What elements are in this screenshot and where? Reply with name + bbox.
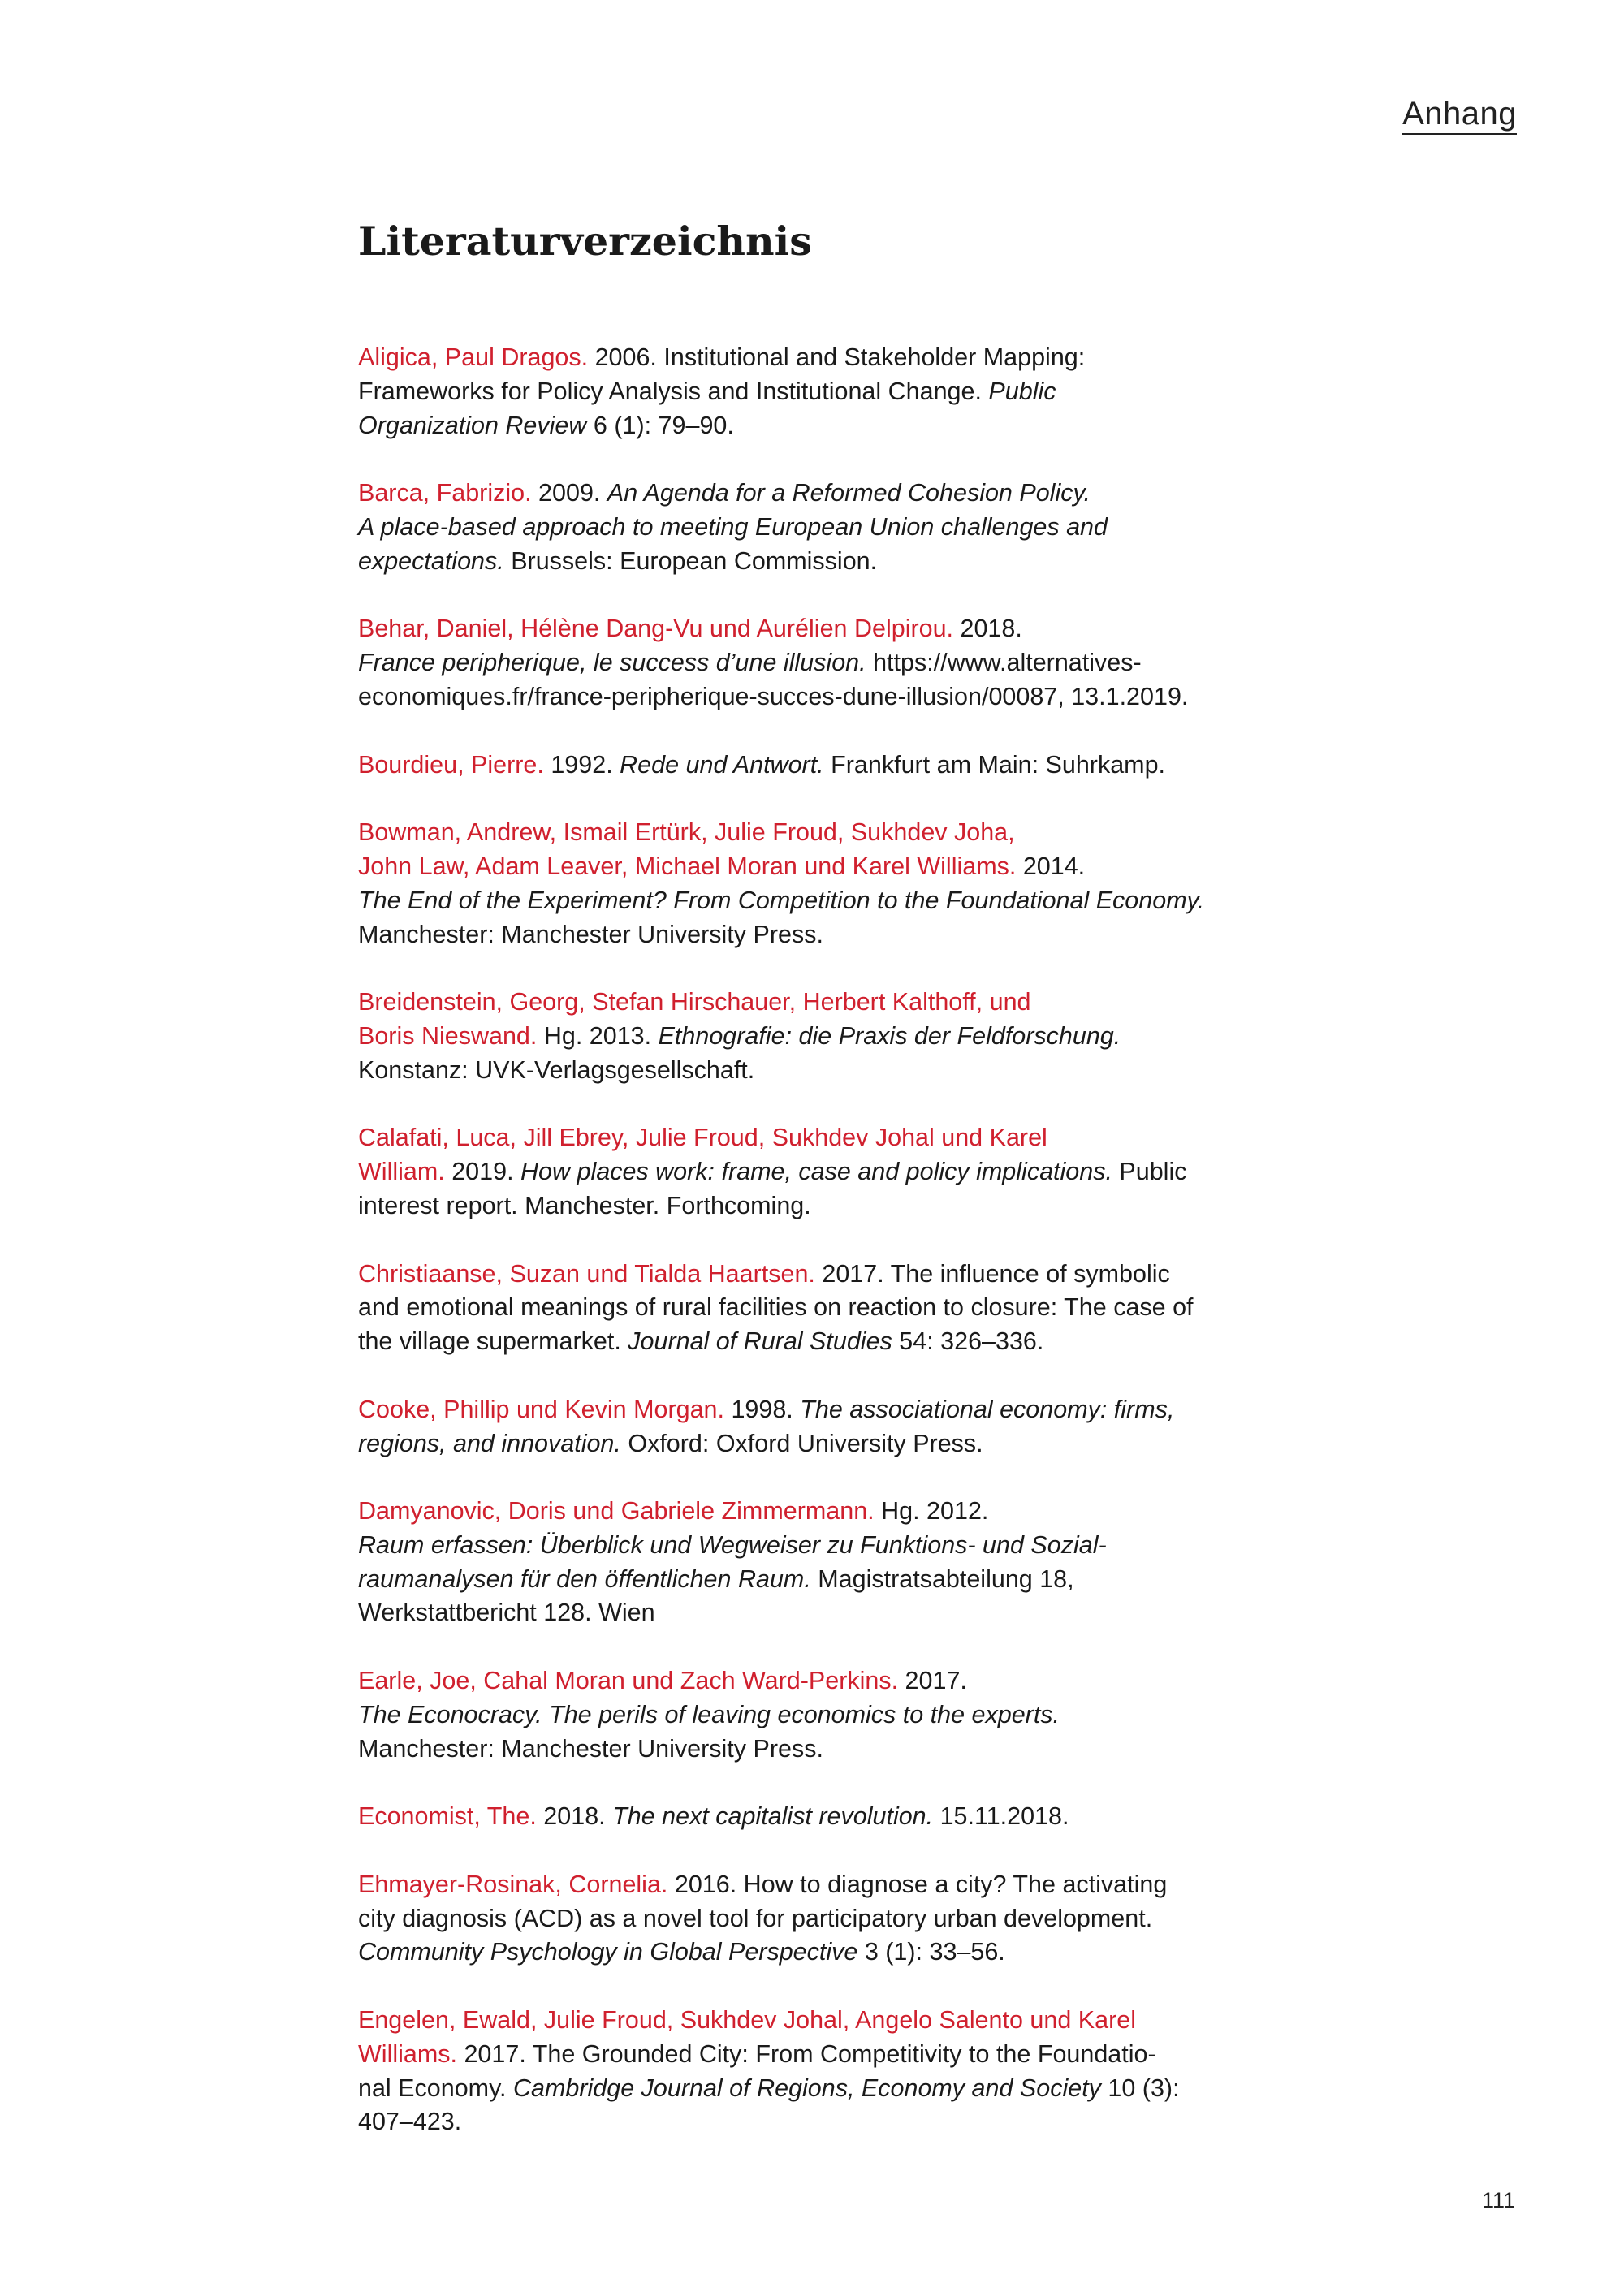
reference-text: Konstanz: UVK-Verlagsgesellschaft. <box>358 1055 755 1084</box>
reference-text: 2017. The Grounded City: From Competitivity to the Foundatio- <box>457 2039 1156 2068</box>
reference-text: 2014. <box>1016 852 1086 880</box>
reference-title: France peripherique, le success d’une illusion. <box>358 649 866 677</box>
reference-entry <box>358 1800 1235 1834</box>
reference-text: 3 (1): 33–56. <box>857 1938 1005 1966</box>
reference-title: An Agenda for a Reformed Cohesion Policy. <box>607 479 1091 507</box>
reference-text: Hg. 2013. <box>537 1021 659 1050</box>
reference-authors: Ehmayer-Rosinak, Cornelia. <box>358 1870 668 1898</box>
reference-text: 6 (1): 79–90. <box>586 411 734 439</box>
reference-title: A place-based approach to meeting European Union challenges and <box>358 512 1108 541</box>
reference-text: 2018. <box>953 615 1022 643</box>
reference-title: Rede und Antwort. <box>620 750 824 779</box>
reference-authors: Bourdieu, Pierre. <box>358 750 544 779</box>
reference-authors: Barca, Fabrizio. <box>358 479 532 507</box>
reference-authors: William. <box>358 1158 445 1186</box>
reference-entry <box>358 816 1235 952</box>
reference-entry <box>358 612 1235 714</box>
reference-title: The associational economy: firms, <box>800 1395 1175 1423</box>
reference-entry <box>358 341 1235 442</box>
reference-entry <box>358 1258 1235 1359</box>
reference-title: Ethnografie: die Praxis der Feldforschung. <box>658 1021 1121 1050</box>
reference-text: Manchester: Manchester University Press. <box>358 1734 823 1763</box>
reference-entry <box>358 1664 1235 1766</box>
reference-entry <box>358 1495 1235 1630</box>
reference-authors: Economist, The. <box>358 1802 537 1831</box>
page-title: Literaturverzeichnis <box>358 218 812 265</box>
reference-text: and emotional meanings of rural facilities on reaction to closure: The case of <box>358 1293 1194 1322</box>
reference-text: Hg. 2012. <box>874 1497 989 1526</box>
reference-title: The Econocracy. The perils of leaving economics to the experts. <box>358 1700 1060 1728</box>
reference-title: Organization Review <box>358 411 587 439</box>
reference-text: 2018. <box>536 1802 613 1831</box>
reference-title: Community Psychology in Global Perspective <box>358 1938 858 1966</box>
reference-text: 2016. How to diagnose a city? The activating <box>667 1870 1168 1898</box>
reference-text: Oxford: Oxford University Press. <box>620 1429 983 1457</box>
reference-title: expectations. <box>358 546 504 575</box>
reference-title: How places work: frame, case and policy implications. <box>520 1158 1112 1186</box>
reference-authors: Behar, Daniel, Hélène Dang-Vu und Aurélien Delpirou. <box>358 615 954 643</box>
reference-title: The next capitalist revolution. <box>612 1802 934 1831</box>
reference-text: Public <box>1112 1158 1187 1186</box>
reference-authors: Calafati, Luca, Jill Ebrey, Julie Froud, Sukhdev Johal und Karel <box>358 1124 1047 1152</box>
reference-text: city diagnosis (ACD) as a novel tool for participatory urban development. <box>358 1904 1153 1932</box>
reference-text: interest report. Manchester. Forthcoming. <box>358 1191 811 1219</box>
reference-title: Public <box>988 377 1056 405</box>
reference-entry <box>358 1868 1235 1970</box>
reference-authors: Damyanovic, Doris und Gabriele Zimmermann. <box>358 1497 875 1526</box>
reference-text: Brussels: European Commission. <box>503 546 878 575</box>
page-number: 111 <box>1481 2188 1515 2212</box>
reference-text: Werkstattbericht 128. Wien <box>358 1599 655 1627</box>
reference-text: Frameworks for Policy Analysis and Institutional Change. <box>358 377 989 405</box>
reference-entry <box>358 749 1235 783</box>
reference-title: Journal of Rural Studies <box>628 1327 892 1356</box>
reference-title: Cambridge Journal of Regions, Economy and Society <box>513 2074 1101 2102</box>
reference-text: 2006. Institutional and Stakeholder Mapping: <box>588 343 1086 371</box>
reference-text: 10 (3): <box>1100 2074 1180 2102</box>
reference-text: 407–423. <box>358 2108 462 2136</box>
reference-text: https://www.alternatives- <box>866 649 1142 677</box>
reference-text: Manchester: Manchester University Press. <box>358 920 823 948</box>
reference-authors: Breidenstein, Georg, Stefan Hirschauer, Herbert Kalthoff, und <box>358 988 1031 1016</box>
reference-text: Magistratsabteilung 18, <box>810 1564 1074 1593</box>
reference-title: regions, and innovation. <box>358 1429 621 1457</box>
reference-text: 15.11.2018. <box>933 1802 1069 1831</box>
reference-text: 1992. <box>543 750 620 779</box>
reference-entry <box>358 1393 1235 1461</box>
reference-title: raumanalysen für den öffentlichen Raum. <box>358 1564 811 1593</box>
reference-text: nal Economy. <box>358 2074 513 2102</box>
reference-text: 2009. <box>531 479 607 507</box>
reference-authors: Aligica, Paul Dragos. <box>358 343 589 371</box>
reference-entry <box>358 986 1235 1087</box>
reference-authors: Bowman, Andrew, Ismail Ertürk, Julie Froud, Sukhdev Joha, <box>358 818 1015 847</box>
reference-authors: Engelen, Ewald, Julie Froud, Sukhdev Johal, Angelo Salento und Karel <box>358 2006 1136 2035</box>
reference-authors: Boris Nieswand. <box>358 1021 538 1050</box>
reference-title: The End of the Experiment? From Competition to the Foundational Economy. <box>358 886 1205 914</box>
reference-text: 2019. <box>444 1158 521 1186</box>
reference-title: Raum erfassen: Überblick und Wegweiser zu Funktions- und Sozial- <box>358 1530 1107 1559</box>
reference-authors: John Law, Adam Leaver, Michael Moran und Karel Williams. <box>358 852 1017 880</box>
reference-text: 54: 326–336. <box>892 1327 1044 1356</box>
reference-list <box>358 341 1235 2173</box>
reference-text: Frankfurt am Main: Suhrkamp. <box>823 750 1166 779</box>
reference-authors: Williams. <box>358 2039 457 2068</box>
reference-authors: Christiaanse, Suzan und Tialda Haartsen. <box>358 1259 815 1288</box>
reference-text: the village supermarket. <box>358 1327 628 1356</box>
reference-entry <box>358 2004 1235 2139</box>
reference-text: 2017. <box>898 1667 967 1695</box>
section-label: Anhang <box>1402 96 1517 135</box>
reference-text: 2017. The influence of symbolic <box>814 1259 1170 1288</box>
reference-authors: Earle, Joe, Cahal Moran und Zach Ward-Perkins. <box>358 1667 899 1695</box>
reference-entry <box>358 1121 1235 1223</box>
reference-entry <box>358 477 1235 578</box>
reference-text: economiques.fr/france-peripherique-succes-dune-illusion/00087, 13.1.2019. <box>358 682 1189 710</box>
reference-text: 1998. <box>723 1395 801 1423</box>
reference-authors: Cooke, Phillip und Kevin Morgan. <box>358 1395 724 1423</box>
